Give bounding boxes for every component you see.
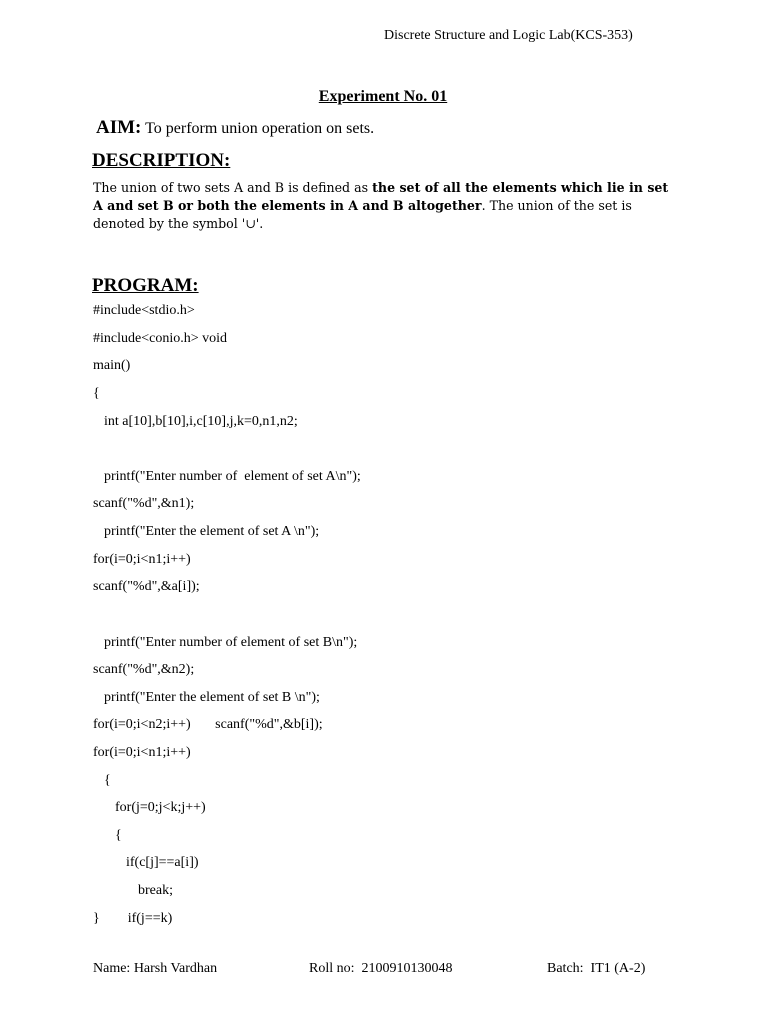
- code-line: main(): [93, 358, 131, 373]
- code-line: printf("Enter number of element of set A\n");: [104, 469, 361, 484]
- code-line: for(i=0;i<n1;i++): [93, 745, 191, 760]
- code-line: for(i=0;i<n1;i++): [93, 552, 191, 567]
- aim-text: To perform union operation on sets.: [141, 120, 375, 137]
- footer-batch: Batch: IT1 (A-2): [547, 961, 646, 976]
- code-line: {: [115, 828, 122, 843]
- description-text-1: The union of two sets A and B is defined as: [93, 180, 373, 195]
- code-line: if(c[j]==a[i]): [126, 855, 199, 870]
- description-heading: DESCRIPTION:: [92, 150, 231, 171]
- code-line: {: [104, 773, 111, 788]
- code-line: printf("Enter the element of set A \n");: [104, 524, 320, 539]
- aim-label: AIM:: [96, 117, 142, 138]
- code-line: for(j=0;j<k;j++): [115, 800, 206, 815]
- code-line: #include<stdio.h>: [93, 303, 195, 318]
- page-header: Discrete Structure and Logic Lab(KCS-353): [384, 28, 633, 43]
- description-paragraph: [93, 179, 673, 233]
- description-bold-text: the set of all the elements which lie in set A and set B or both the elements in A and B altogether: [93, 180, 669, 213]
- experiment-title: Experiment No. 01: [318, 88, 448, 105]
- code-line: {: [93, 386, 100, 401]
- footer-roll-number: Roll no: 2100910130048: [309, 961, 453, 976]
- code-line: scanf("%d",&n2);: [93, 662, 195, 677]
- aim-line: [96, 117, 374, 139]
- code-line: scanf("%d",&n1);: [93, 496, 195, 511]
- description-text-2: . The union of the set is denoted by the symbol '∪'.: [93, 198, 632, 231]
- code-line: printf("Enter number of element of set B\n");: [104, 635, 358, 650]
- code-line: #include<conio.h> void: [93, 331, 227, 346]
- code-line: scanf("%d",&a[i]);: [93, 579, 200, 594]
- program-heading: PROGRAM:: [92, 275, 199, 296]
- code-line: } if(j==k): [93, 911, 173, 926]
- footer-name: Name: Harsh Vardhan: [93, 961, 218, 976]
- code-line: int a[10],b[10],i,c[10],j,k=0,n1,n2;: [104, 414, 298, 429]
- code-line: break;: [138, 883, 173, 898]
- code-line: printf("Enter the element of set B \n");: [104, 690, 320, 705]
- code-line: for(i=0;i<n2;i++) scanf("%d",&b[i]);: [93, 717, 323, 732]
